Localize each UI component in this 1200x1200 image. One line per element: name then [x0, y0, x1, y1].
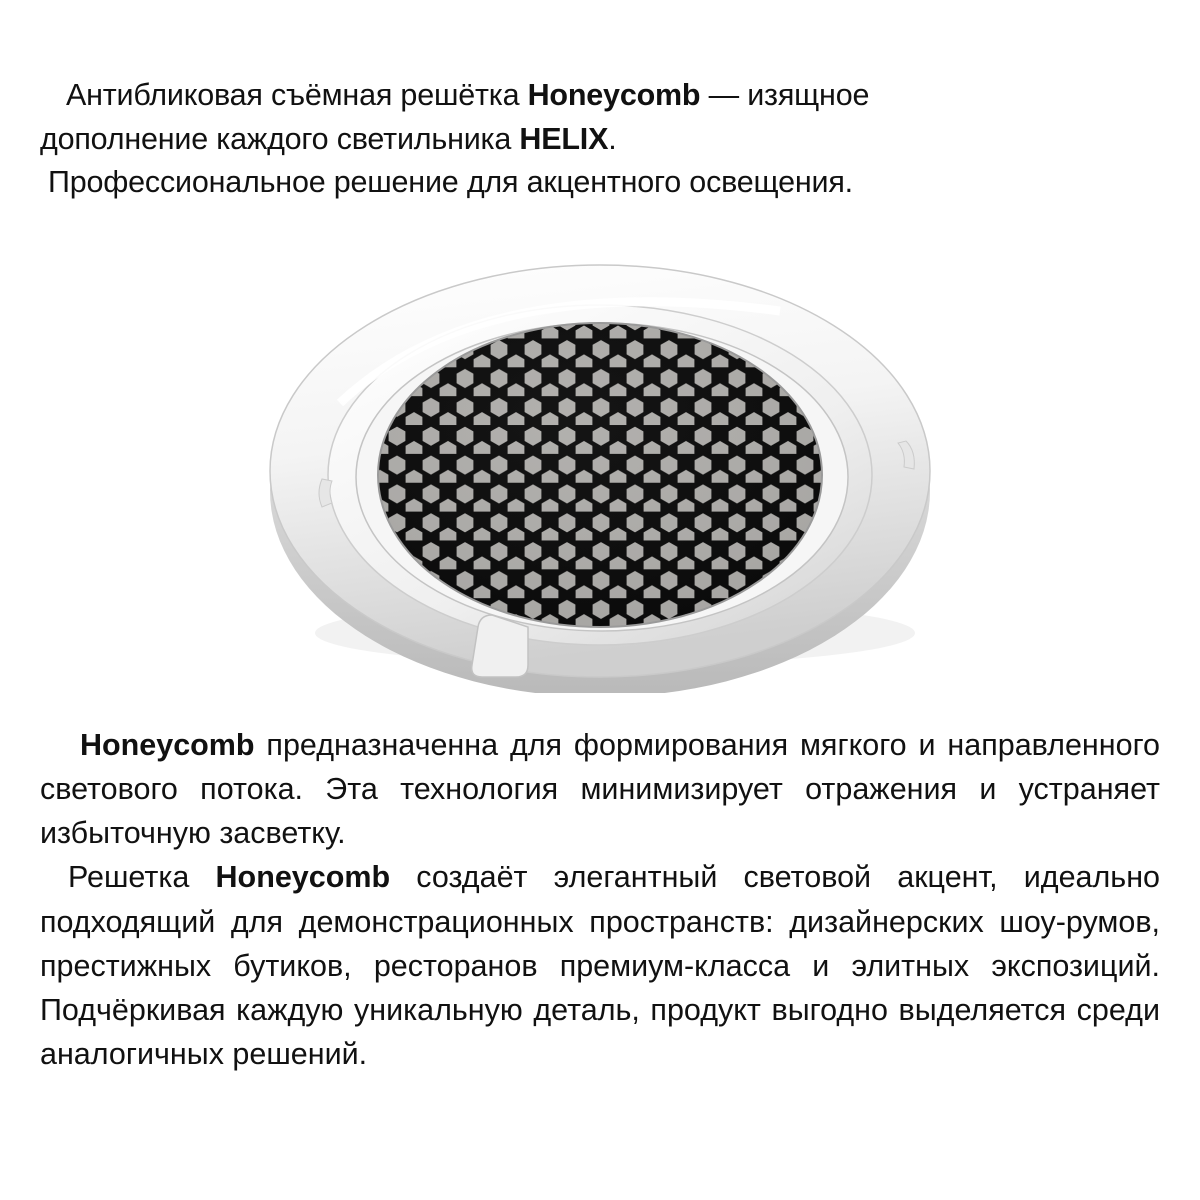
- paragraph-1: [40, 723, 1160, 856]
- paragraph-2-bold: Honeycomb: [215, 860, 391, 895]
- intro-line-1-post: — изящное: [700, 78, 870, 112]
- intro-brand-helix: HELIX: [519, 121, 609, 156]
- intro-brand-honeycomb: Honeycomb: [527, 78, 701, 112]
- body-text: [40, 693, 1160, 1077]
- paragraph-2-pre: Решетка: [68, 860, 216, 895]
- paragraph-2-post: создаёт элегантный световой акцент, идеально подходящий для демонстрационных пространств: дизайнерских шоу-румов, престижных бутиков, ресторанов премиум-класса и элитных экспозиций. Подчёркивая каждую уникальную деталь, продукт выгодно выделяется среди аналогичных решений.: [40, 860, 1160, 1072]
- side-notch-left: [319, 479, 332, 507]
- intro-line-3: Профессиональное решение для акцентного освещения.: [48, 165, 853, 200]
- mounting-clip: [472, 615, 528, 677]
- honeycomb-grille-illustration: [40, 223, 1160, 693]
- intro-line-1: [40, 74, 1160, 118]
- intro-line-2-pre: дополнение каждого светильника: [40, 121, 520, 156]
- product-figure: [40, 223, 1160, 693]
- intro-line-2-post: .: [608, 121, 617, 156]
- paragraph-2: [40, 855, 1160, 1076]
- intro-paragraph: [40, 0, 1160, 205]
- intro-line-2: [40, 118, 1160, 162]
- intro-line-1-pre: Антибликовая съёмная решётка: [66, 78, 528, 112]
- paragraph-1-bold: Honeycomb: [80, 727, 255, 762]
- paragraph-1-text: предназначенна для формирования мягкого и направленного светового потока. Эта технология минимизирует отражения и устраняет избыточную засветку.: [40, 727, 1160, 851]
